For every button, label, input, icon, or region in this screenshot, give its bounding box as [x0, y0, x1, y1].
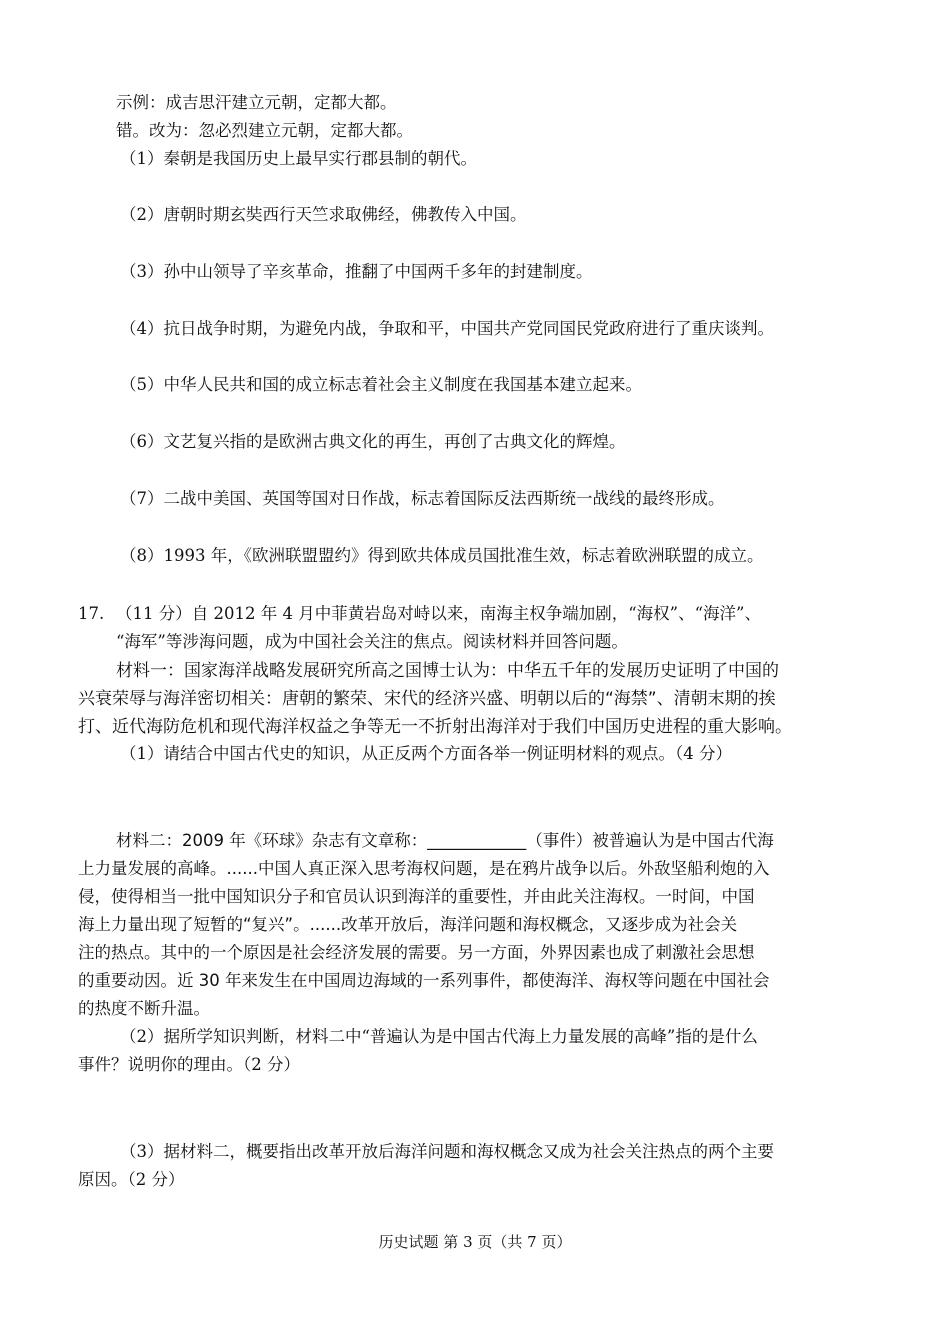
q16-item-8: （8）1993 年，《欧洲联盟盟约》得到欧共体成员国批准生效，标志着欧洲联盟的成立。 — [120, 546, 764, 565]
q17-question-2-line-1: （2）据所学知识判断，材料二中“普遍认为是中国古代海上力量发展的高峰”指的是什么 — [120, 1027, 758, 1046]
q17-intro-line-2: “海军”等涉海问题，成为中国社会关注的焦点。阅读材料并回答问题。 — [116, 632, 628, 651]
material2-line-1: 材料二：2009 年《环球》杂志有文章称：____________（事件）被普遍认为是中国古代海 — [116, 831, 774, 850]
material1-line-1: 材料一：国家海洋战略发展研究所高之国博士认为：中华五千年的发展历史证明了中国的 — [116, 661, 779, 681]
page-footer: 历史试题 第 3 页（共 7 页） — [378, 1233, 572, 1251]
material1-line-3: 打、近代海防危机和现代海洋权益之争等无一不折射出海洋对于我们中国历史进程的重大影响。 — [78, 717, 792, 737]
material2-line-5: 注的热点。其中的一个原因是社会经济发展的需要。另一方面，外界因素也成了刺激社会思想 — [78, 943, 755, 962]
example-line-2: 错。改为：忽必烈建立元朝，定都大都。 — [116, 121, 413, 140]
q16-item-7: （7）二战中美国、英国等国对日作战，标志着国际反法西斯统一战线的最终形成。 — [120, 489, 725, 508]
q17-question-1: （1）请结合中国古代史的知识，从正反两个方面各举一例证明材料的观点。（4 分） — [120, 744, 732, 763]
material2-line-2: 上力量发展的高峰。......中国人真正深入思考海权问题，是在鸦片战争以后。外敌坚船利炮的入 — [78, 859, 770, 878]
q16-item-6: （6）文艺复兴指的是欧洲古典文化的再生，再创了古典文化的辉煌。 — [120, 432, 626, 451]
q17-question-3-line-1: （3）据材料二，概要指出改革开放后海洋问题和海权概念又成为社会关注热点的两个主要 — [120, 1142, 774, 1161]
example-line-1: 示例：成吉思汗建立元朝，定都大都。 — [116, 93, 397, 112]
material2-line-4: 海上力量出现了短暂的“复兴”。......改革开放后，海洋问题和海权概念，又逐步成为社会关 — [78, 915, 738, 934]
material2-line-7: 的热度不断升温。 — [78, 999, 210, 1018]
material2-line-3: 侵，使得相当一批中国知识分子和官员认识到海洋的重要性，并由此关注海权。一时间，中国 — [78, 887, 755, 906]
q16-item-1: （1）秦朝是我国历史上最早实行郡县制的朝代。 — [120, 149, 477, 168]
q16-item-2: （2）唐朝时期玄奘西行天竺求取佛经，佛教传入中国。 — [120, 205, 527, 224]
q17-question-2-line-2: 事件？说明你的理由。（2 分） — [78, 1055, 300, 1074]
q16-item-4: （4）抗日战争时期，为避免内战，争取和平，中国共产党同国民党政府进行了重庆谈判。 — [120, 319, 774, 338]
q17-intro-line-1: （11 分）自 2012 年 4 月中菲黄岩岛对峙以来，南海主权争端加剧，“海权”、“海洋”、 — [116, 604, 761, 623]
q16-item-5: （5）中华人民共和国的成立标志着社会主义制度在我国基本建立起来。 — [120, 375, 642, 394]
q17-question-3-line-2: 原因。（2 分） — [78, 1170, 185, 1189]
q17-number: 17. — [78, 604, 105, 623]
material1-line-2: 兴衰荣辱与海洋密切相关：唐朝的繁荣、宋代的经济兴盛、明朝以后的“海禁”、清朝末期的挨 — [78, 689, 776, 709]
q16-item-3: （3）孙中山领导了辛亥革命，推翻了中国两千多年的封建制度。 — [120, 262, 593, 281]
material2-line-6: 的重要动因。近 30 年来发生在中国周边海域的一系列事件，都使海洋、海权等问题在中国社会 — [78, 971, 770, 990]
